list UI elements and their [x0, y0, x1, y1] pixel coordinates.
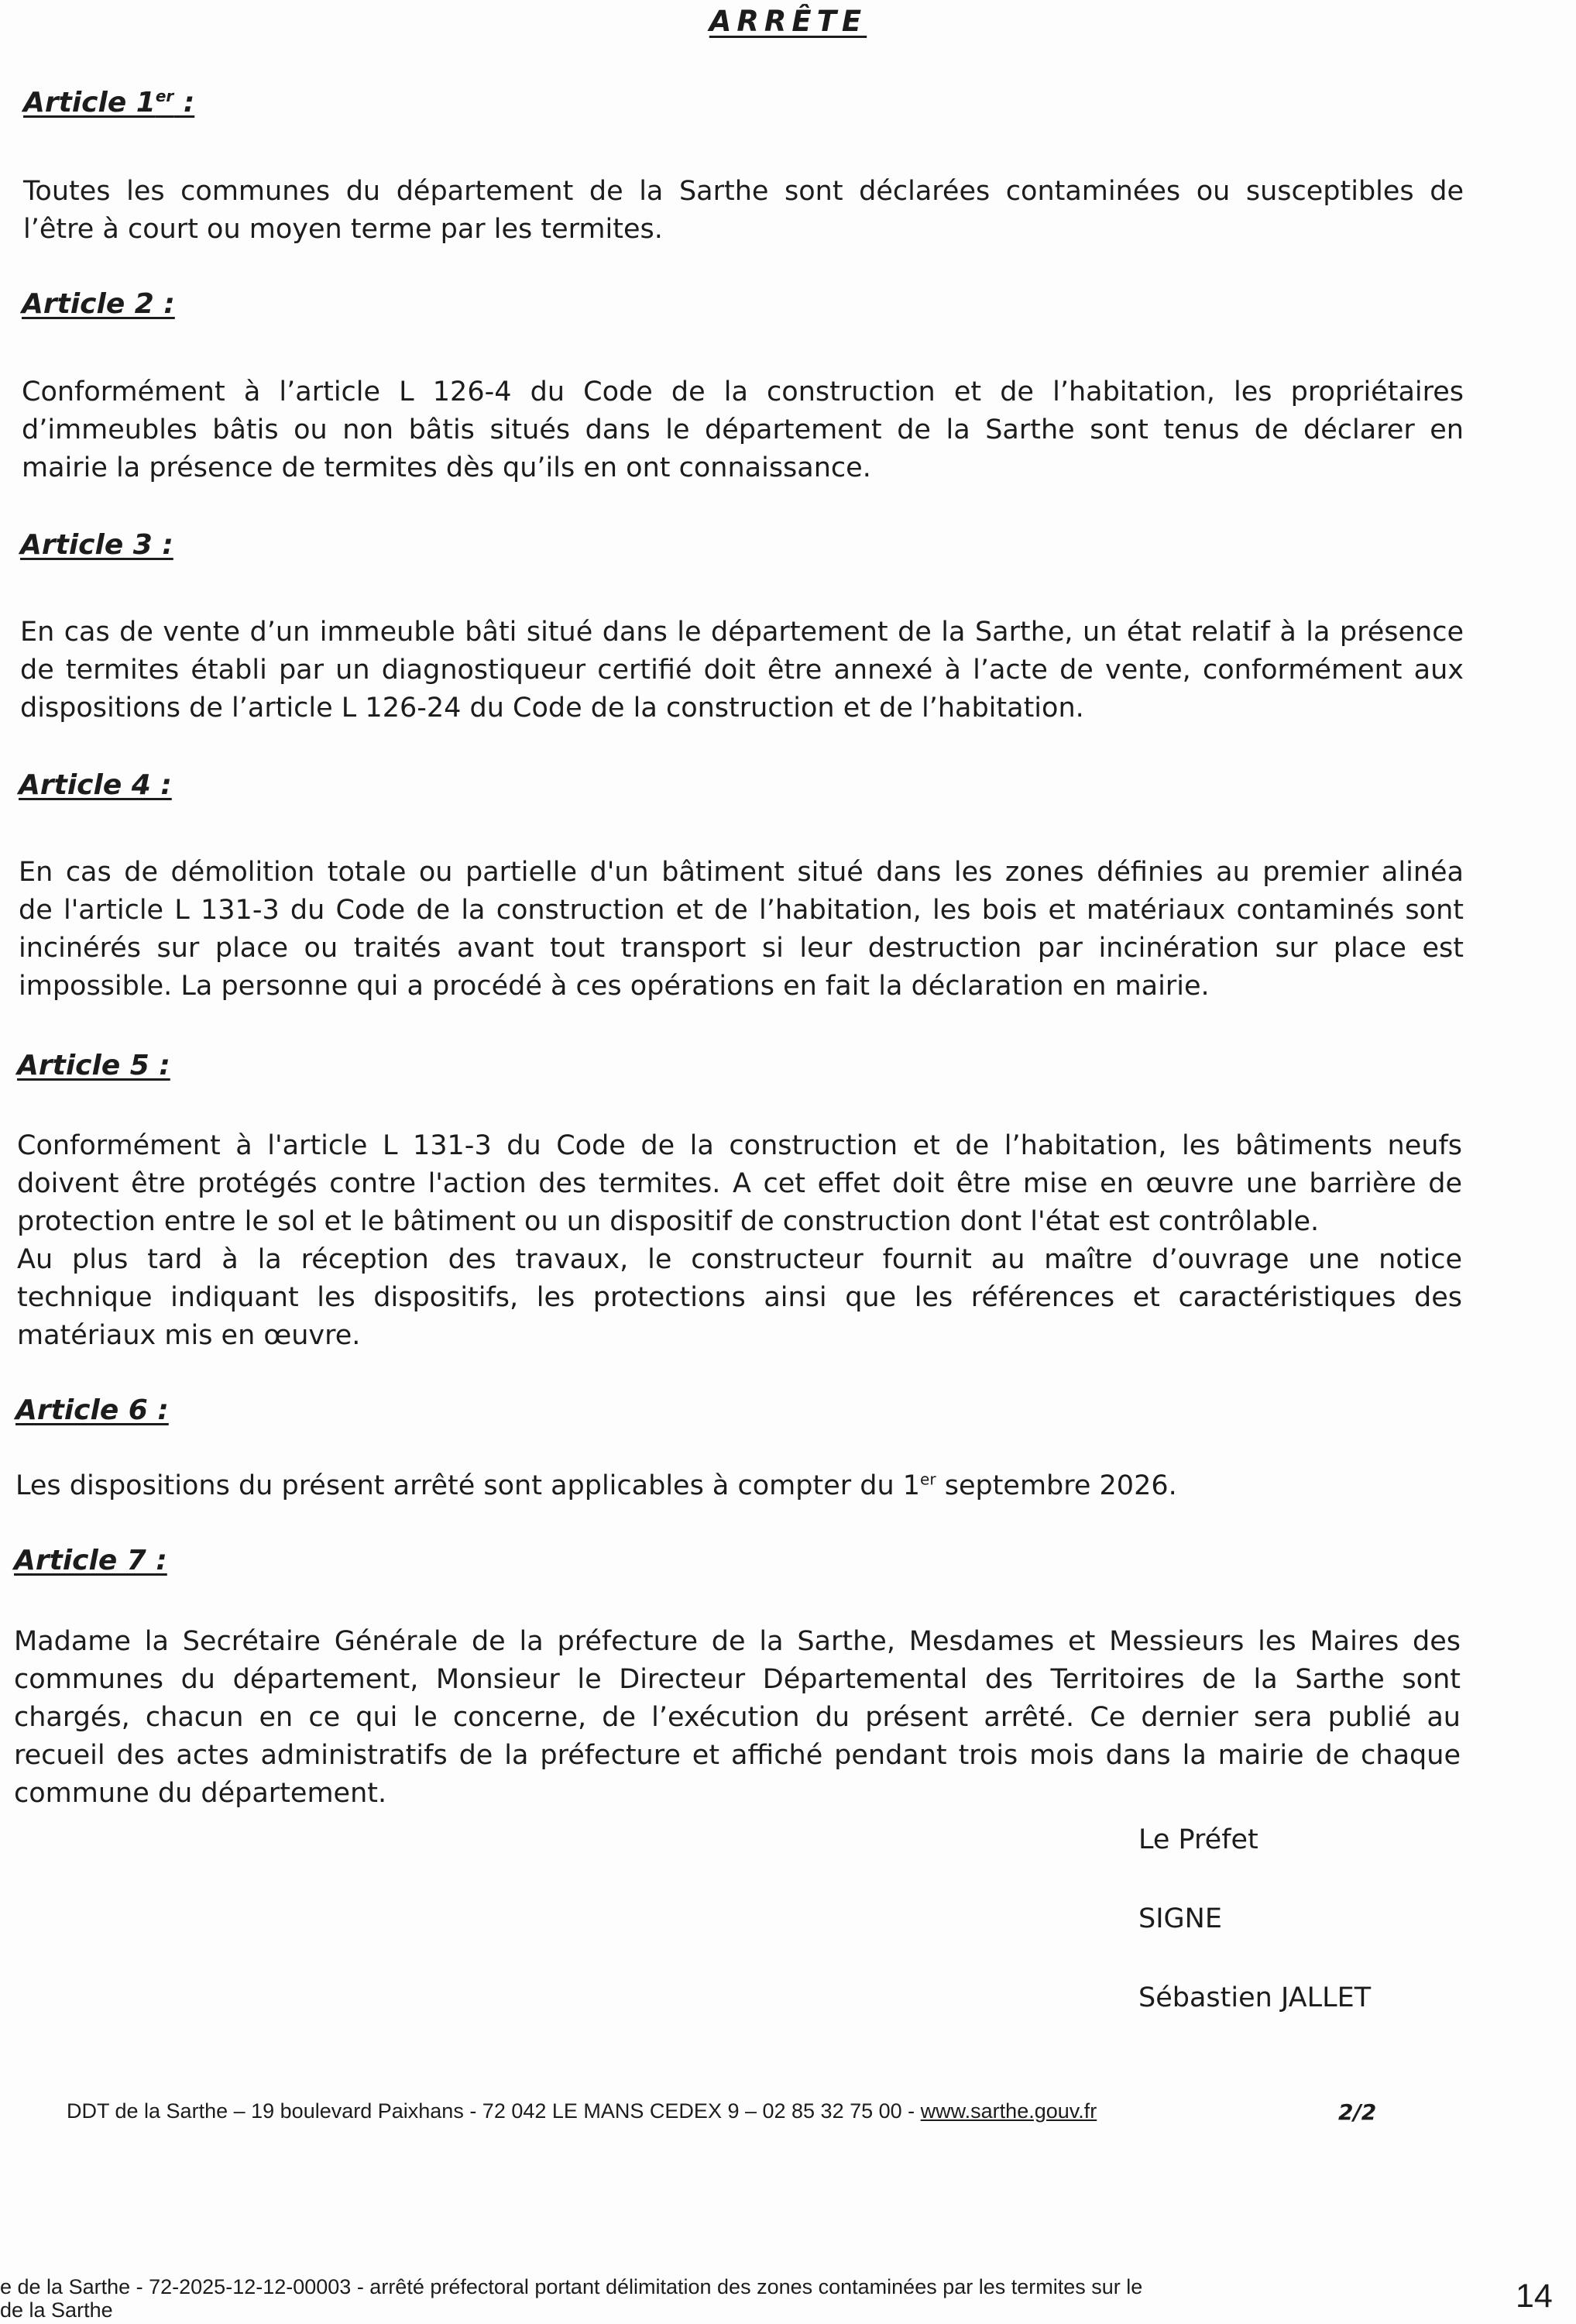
- article-5-heading: Article 5 :: [17, 1050, 170, 1081]
- signature-status: SIGNE: [1138, 1903, 1222, 1934]
- bottom-caption-line: e de la Sarthe - 72-2025-12-12-00003 - arrêté préfectoral portant délimitation des zones contaminées par les termites sur le: [0, 2275, 1143, 2298]
- article-1-heading-suffix: :: [173, 87, 195, 119]
- article-2-line: Conformément à l’article L 126-4 du Code de la construction et de l’habitation, les propriétaires: [22, 376, 1464, 407]
- footer-page-fraction: 2/2: [1338, 2099, 1377, 2125]
- article-5-line: Conformément à l'article L 131-3 du Code de la construction et de l’habitation, les bâtiments neufs: [17, 1130, 1462, 1161]
- article-4-body: [19, 854, 1464, 1006]
- article-2-line: d’immeubles bâtis ou non bâtis situés dans le département de la Sarthe sont tenus de déclarer en: [22, 414, 1464, 445]
- article-6-body: [15, 1467, 1461, 1505]
- article-7-line: communes du département, Monsieur le Directeur Départemental des Territoires de la Sarthe sont: [14, 1664, 1461, 1695]
- article-5-line: doivent être protégés contre l'action des termites. A cet effet doit être mise en œuvre une barrière de: [17, 1168, 1462, 1199]
- article-6-sup: er: [920, 1470, 936, 1489]
- article-1-line: Toutes les communes du département de la Sarthe sont déclarées contaminées ou susceptibles de: [23, 176, 1464, 207]
- article-4-heading: Article 4 :: [19, 769, 172, 801]
- article-7-line: Madame la Secrétaire Générale de la préfecture de la Sarthe, Mesdames et Messieurs les Maires des: [14, 1626, 1461, 1657]
- article-7-heading: Article 7 :: [14, 1545, 167, 1576]
- signature-name: Sébastien JALLET: [1138, 1982, 1372, 2013]
- article-3-body: [20, 614, 1464, 727]
- page-number: 14: [1516, 2278, 1553, 2315]
- footer-website-link[interactable]: www.sarthe.gouv.fr: [920, 2099, 1097, 2123]
- article-1-heading-sup: er: [155, 87, 174, 105]
- article-5-line: Au plus tard à la réception des travaux, le constructeur fournit au maître d’ouvrage une notice: [17, 1244, 1462, 1275]
- article-3-line: de termites établi par un diagnostiqueur certifié doit être annexé à l’acte de vente, conformément aux: [20, 655, 1464, 686]
- article-5-body: [17, 1127, 1462, 1355]
- article-2-heading: Article 2 :: [22, 288, 175, 320]
- article-3-line: En cas de vente d’un immeuble bâti situé dans le département de la Sarthe, un état relatif à la présence: [20, 617, 1464, 648]
- article-3-heading: Article 3 :: [20, 529, 173, 561]
- article-7-line: commune du département.: [14, 1778, 387, 1809]
- article-5-line: matériaux mis en œuvre.: [17, 1320, 361, 1351]
- article-2-body: [22, 373, 1464, 487]
- article-1-heading-text: Article 1: [23, 87, 156, 119]
- article-6-line: [15, 1467, 1461, 1505]
- bottom-caption: [0, 2275, 1471, 2322]
- article-7-line: recueil des actes administratifs de la préfecture et affiché pendant trois mois dans la mairie de chaque: [14, 1740, 1461, 1771]
- article-1-heading: [23, 87, 194, 119]
- footer-address: [67, 2099, 1097, 2123]
- article-6-heading: Article 6 :: [15, 1394, 169, 1426]
- article-7-line: chargés, chacun en ce qui le concerne, de l’exécution du présent arrêté. Ce dernier sera publié au: [14, 1702, 1461, 1733]
- article-1-body: [23, 173, 1464, 249]
- article-4-line: incinérés sur place ou traités avant tout transport si leur destruction par incinération sur place est: [19, 933, 1464, 964]
- bottom-caption-line: de la Sarthe: [0, 2298, 113, 2322]
- signature-role: Le Préfet: [1138, 1824, 1258, 1855]
- article-4-line: impossible. La personne qui a procédé à ces opérations en fait la déclaration en mairie.: [19, 971, 1210, 1002]
- article-3-line: dispositions de l’article L 126-24 du Code de la construction et de l’habitation.: [20, 693, 1084, 724]
- article-4-line: de l'article L 131-3 du Code de la construction et de l’habitation, les bois et matériaux contaminés sont: [19, 895, 1464, 926]
- article-5-line: technique indiquant les dispositifs, les protections ainsi que les références et caractéristiques des: [17, 1282, 1462, 1313]
- article-6-text: Les dispositions du présent arrêté sont applicables à compter du 1: [15, 1470, 921, 1501]
- footer-address-text: DDT de la Sarthe – 19 boulevard Paixhans - 72 042 LE MANS CEDEX 9 – 02 85 32 75 00 -: [67, 2099, 921, 2123]
- article-1-line: l’être à court ou moyen terme par les termites.: [23, 214, 663, 245]
- article-7-body: [14, 1623, 1461, 1813]
- article-6-text-end: septembre 2026.: [936, 1470, 1177, 1501]
- article-2-line: mairie la présence de termites dès qu’ils en ont connaissance.: [22, 452, 871, 483]
- article-4-line: En cas de démolition totale ou partielle d'un bâtiment situé dans les zones définies au premier alinéa: [19, 857, 1464, 888]
- article-5-line: protection entre le sol et le bâtiment ou un dispositif de construction dont l'état est contrôlable.: [17, 1206, 1320, 1237]
- document-title: ARRÊTE: [709, 5, 867, 38]
